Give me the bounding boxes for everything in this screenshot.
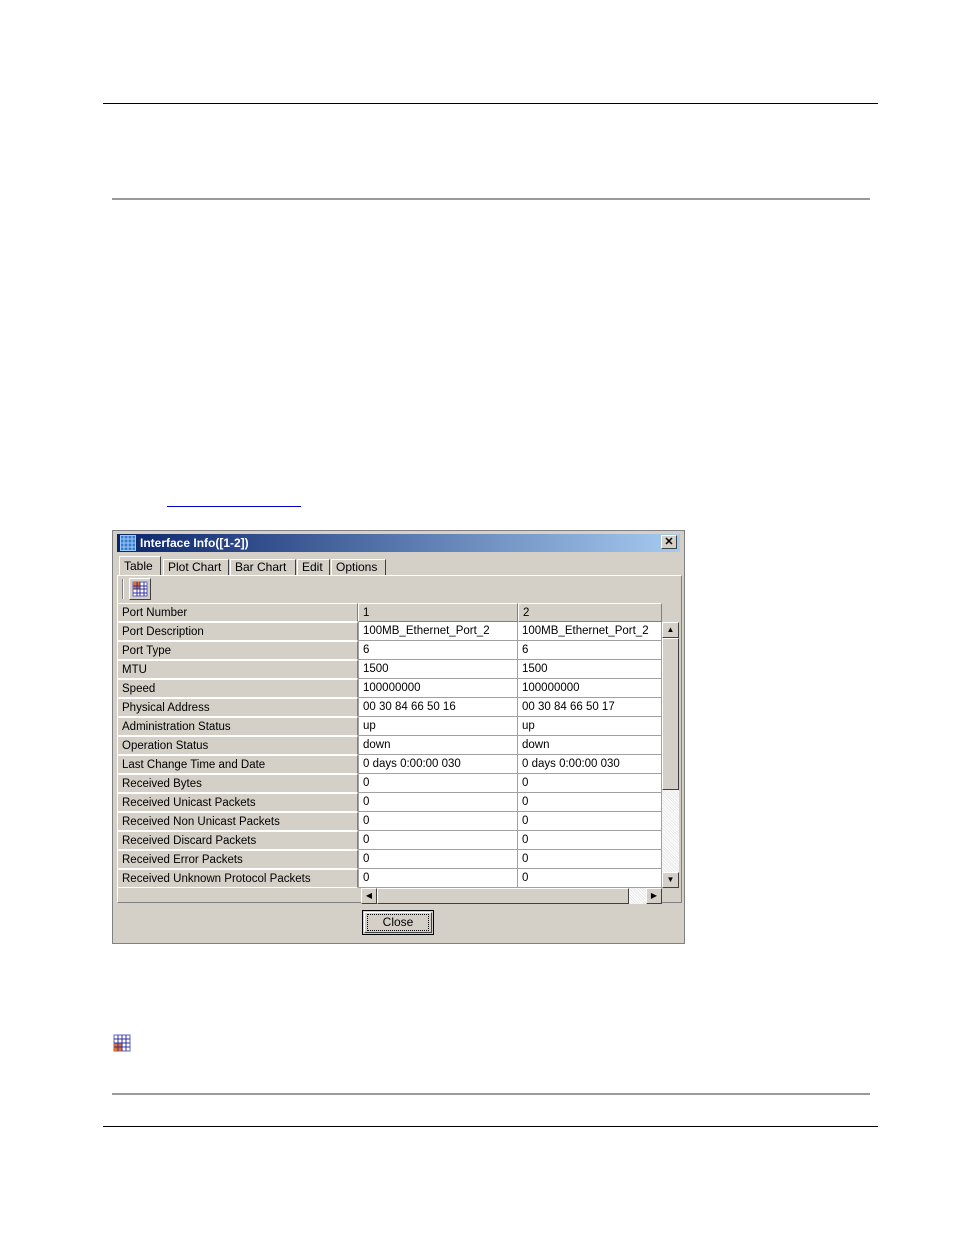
close-button-label: Close	[367, 914, 429, 931]
table-grid-icon	[130, 579, 150, 599]
value-cell[interactable]: 00 30 84 66 50 16	[358, 698, 518, 717]
table-grid-icon	[112, 1033, 132, 1053]
row-label-cell: Received Unknown Protocol Packets	[118, 869, 358, 888]
value-cell[interactable]: 0	[358, 869, 518, 888]
horizontal-scrollbar[interactable]	[361, 888, 662, 904]
value-cell[interactable]: 0	[358, 793, 518, 812]
value-cell[interactable]: 6	[518, 641, 662, 660]
value-cell[interactable]: 0 days 0:00:00 030	[518, 755, 662, 774]
row-label-cell: Received Unicast Packets	[118, 793, 358, 812]
value-cell[interactable]: up	[358, 717, 518, 736]
value-cell[interactable]: 100000000	[358, 679, 518, 698]
row-label-cell: Administration Status	[118, 717, 358, 736]
value-cell[interactable]: 100MB_Ethernet_Port_2	[358, 622, 518, 641]
hyperlink-underline[interactable]	[167, 506, 301, 507]
section-rule	[112, 198, 870, 200]
value-cell[interactable]: 0	[518, 812, 662, 831]
row-label-cell: Received Discard Packets	[118, 831, 358, 850]
vertical-scroll-thumb[interactable]	[662, 638, 679, 790]
row-label-cell: Port Type	[118, 641, 358, 660]
scroll-down-button[interactable]: ▼	[662, 872, 679, 888]
row-label-cell: Received Non Unicast Packets	[118, 812, 358, 831]
value-cell[interactable]: 0	[518, 793, 662, 812]
row-label-cell: MTU	[118, 660, 358, 679]
window-title: Interface Info([1-2])	[140, 536, 249, 550]
table-grid-icon	[120, 535, 136, 551]
value-cell[interactable]: down	[518, 736, 662, 755]
value-cell[interactable]: 0	[518, 869, 662, 888]
value-cell[interactable]: 1500	[358, 660, 518, 679]
tab-table[interactable]: Table	[119, 556, 161, 576]
header-cell: Port Number	[118, 603, 358, 622]
close-button[interactable]	[362, 910, 434, 935]
toolbar-separator	[122, 579, 124, 599]
horizontal-scroll-thumb[interactable]	[377, 888, 629, 904]
interface-info-window	[112, 530, 685, 944]
tab-edit[interactable]: Edit	[297, 559, 330, 576]
title-bar[interactable]	[117, 534, 680, 552]
value-cell[interactable]: 100000000	[518, 679, 662, 698]
value-cell[interactable]: 0	[518, 831, 662, 850]
scroll-right-button[interactable]: ▶	[646, 888, 662, 904]
value-cell[interactable]: 1500	[518, 660, 662, 679]
footer-rule	[103, 1126, 878, 1127]
row-label-cell: Physical Address	[118, 698, 358, 717]
value-cell[interactable]: 0	[358, 850, 518, 869]
table-panel	[117, 575, 682, 903]
row-label-cell: Port Description	[118, 622, 358, 641]
row-label-cell: Received Bytes	[118, 774, 358, 793]
scroll-up-button[interactable]: ▲	[662, 622, 679, 638]
row-label-cell: Received Error Packets	[118, 850, 358, 869]
value-cell[interactable]: 6	[358, 641, 518, 660]
value-cell[interactable]: 0 days 0:00:00 030	[358, 755, 518, 774]
row-label-cell: Operation Status	[118, 736, 358, 755]
tab-plot-chart[interactable]: Plot Chart	[163, 559, 229, 576]
window-close-button[interactable]: ✕	[661, 535, 677, 549]
vertical-scrollbar[interactable]	[662, 622, 679, 888]
section-rule	[112, 1093, 870, 1095]
tab-options[interactable]: Options	[331, 559, 386, 576]
tab-bar-chart[interactable]: Bar Chart	[230, 559, 296, 576]
value-cell[interactable]: 0	[518, 774, 662, 793]
table-view-button[interactable]	[129, 578, 151, 600]
header-cell[interactable]: 2	[518, 603, 662, 622]
header-cell[interactable]: 1	[358, 603, 518, 622]
scroll-left-button[interactable]: ◀	[361, 888, 377, 904]
value-cell[interactable]: 100MB_Ethernet_Port_2	[518, 622, 662, 641]
row-label-cell: Last Change Time and Date	[118, 755, 358, 774]
row-label-cell: Speed	[118, 679, 358, 698]
value-cell[interactable]: 0	[518, 850, 662, 869]
value-cell[interactable]: 0	[358, 774, 518, 793]
header-rule	[103, 103, 878, 104]
value-cell[interactable]: 00 30 84 66 50 17	[518, 698, 662, 717]
value-cell[interactable]: down	[358, 736, 518, 755]
value-cell[interactable]: 0	[358, 831, 518, 850]
value-cell[interactable]: up	[518, 717, 662, 736]
value-cell[interactable]: 0	[358, 812, 518, 831]
